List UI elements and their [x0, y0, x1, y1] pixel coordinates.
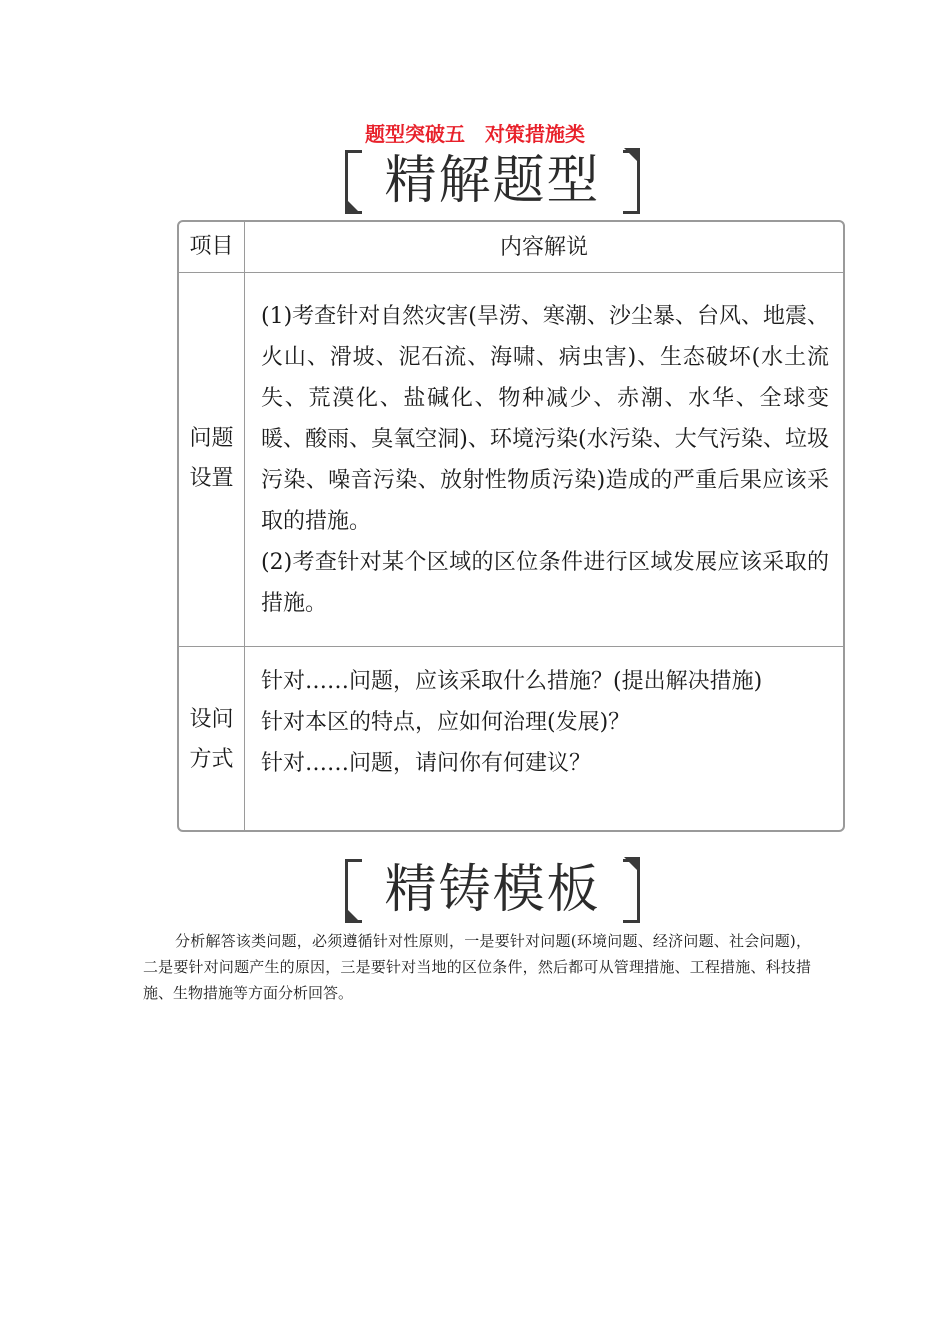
table-row-key	[179, 647, 245, 832]
content-paragraph: (1)考查针对自然灾害(旱涝、寒潮、沙尘暴、台风、地震、火山、滑坡、泥石流、海啸、病虫害)、生态破坏(水土流失、荒漠化、盐碱化、物种减少、赤潮、水华、全球变暖、酸雨、臭氧空洞)、环境污染(水污染、大气污染、垃圾污染、噪音污染、放射性物质污染)造成的严重后果应该采取的措施。	[261, 304, 829, 534]
explanation-table	[177, 220, 845, 832]
section-banner-label: 精解题型	[384, 151, 601, 211]
table-row-content	[245, 272, 843, 646]
table-header-key: 项目	[179, 222, 245, 272]
row-key-label: 问题设置	[189, 426, 234, 491]
table-row-content	[245, 647, 843, 832]
section-banner-label: 精铸模板	[384, 860, 601, 920]
table-header-row	[179, 222, 843, 273]
content-paragraph: 针对本区的特点，应如何治理(发展)？	[261, 710, 631, 735]
content-paragraph: 针对……问题，应该采取什么措施？(提出解决措施)	[261, 669, 763, 694]
section-banner-jingjie	[345, 148, 640, 214]
left-corner-triangle-icon	[345, 907, 361, 923]
page-title: 题型突破五 对策措施类	[365, 122, 585, 146]
left-corner-triangle-icon	[345, 198, 361, 214]
row-key-label: 设问方式	[189, 706, 234, 772]
content-paragraph: (2)考查针对某个区域的区位条件进行区域发展应该采取的措施。	[261, 550, 829, 616]
table-row-key	[179, 272, 245, 646]
table-header-value: 内容解说	[499, 234, 588, 260]
table-row	[179, 647, 843, 832]
right-bracket-decoration	[623, 150, 640, 214]
section-banner-jingzhu	[345, 857, 640, 923]
table-row	[179, 272, 843, 647]
content-paragraph: 针对……问题，请问你有何建议？	[261, 751, 592, 776]
analysis-paragraph: 分析解答该类问题，必须遵循针对性原则，一是要针对问题(环境问题、经济问题、社会问题)，二是要针对问题产生的原因，三是要针对当地的区位条件，然后都可从管理措施、工程措施、科技措施、生物措施等方面分析回答。	[143, 932, 811, 1002]
right-bracket-decoration	[623, 859, 640, 923]
